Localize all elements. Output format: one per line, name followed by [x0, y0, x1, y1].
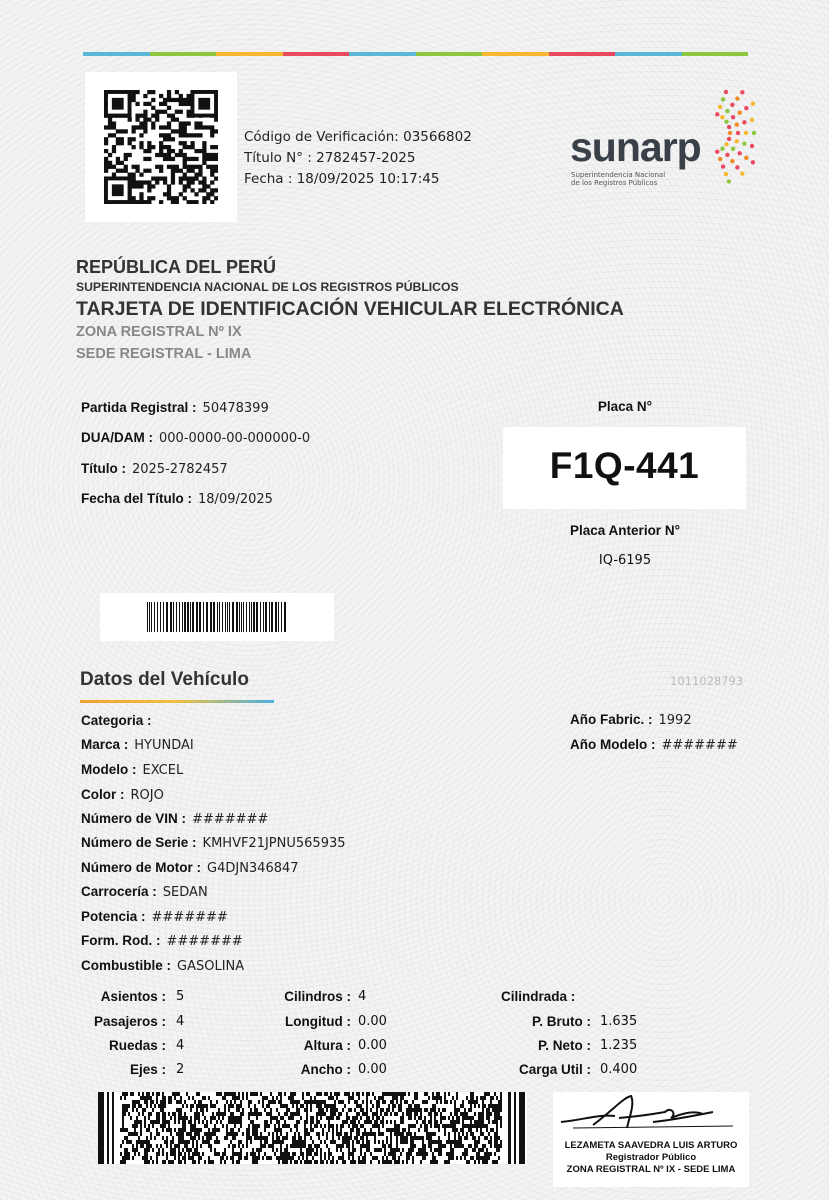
- ruedas-label: [60, 1038, 166, 1054]
- stripe-segment: [349, 52, 416, 56]
- handwritten-signature-icon: [553, 1092, 749, 1138]
- carroceria-value: SEDAN: [162, 885, 208, 900]
- longitud-value: 0.00: [358, 1014, 387, 1029]
- pbruto-value: 1.635: [600, 1014, 638, 1029]
- logo-subtitle-line2: de los Registros Públicos: [571, 179, 658, 187]
- document-title: TARJETA DE IDENTIFICACIÓN VEHICULAR ELECTRÓNICA: [76, 298, 624, 320]
- modelo-label: Modelo :: [81, 762, 137, 777]
- formrod-row: [81, 933, 243, 949]
- serie-label: Número de Serie :: [81, 835, 197, 850]
- formrod-value: #######: [166, 934, 243, 949]
- motor-row: [81, 860, 299, 876]
- barcode-pdf417-icon: [98, 1092, 527, 1164]
- signer-zone: ZONA REGISTRAL Nº IX - SEDE LIMA: [566, 1164, 736, 1175]
- placa-box: [503, 427, 746, 509]
- ejes-label: [60, 1062, 166, 1078]
- signer-role: Registrador Público: [605, 1152, 697, 1163]
- dua-label: DUA/DAM :: [81, 430, 153, 445]
- issue-date: Fecha : 18/09/2025 10:17:45: [244, 171, 440, 187]
- vin-row: [81, 811, 268, 827]
- serie-row: [81, 835, 346, 851]
- stripe-segment: [482, 52, 549, 56]
- dua-value: 000-0000-00-000000-0: [159, 431, 311, 446]
- vin-value: #######: [192, 812, 269, 827]
- stripe-segment: [150, 52, 217, 56]
- country-heading: REPÚBLICA DEL PERÚ: [76, 257, 277, 277]
- carroceria-row: [81, 884, 208, 900]
- titulo-label: Título :: [81, 461, 126, 476]
- modelo-value: EXCEL: [142, 763, 184, 778]
- dua-row: [81, 430, 310, 446]
- categoria-row: [81, 713, 158, 729]
- motor-value: G4DJN346847: [207, 861, 299, 876]
- marca-value: HYUNDAI: [134, 738, 194, 753]
- pneto-label-text: P. Neto :: [537, 1038, 591, 1053]
- agency-heading: SUPERINTENDENCIA NACIONAL DE LOS REGISTROS PÚBLICOS: [76, 280, 459, 294]
- stripe-segment: [615, 52, 682, 56]
- zona-registral: ZONA REGISTRAL Nº IX: [76, 324, 242, 340]
- barcode-small-icon: [147, 602, 287, 632]
- titulo-row: [81, 461, 228, 477]
- altura-label: [230, 1038, 351, 1054]
- header-color-stripe: [83, 52, 748, 56]
- carga-label-text: Carga Util :: [518, 1062, 591, 1077]
- logo-subtitle-line1: Superintendencia Nacional: [571, 171, 666, 179]
- sunarp-logo: [570, 88, 760, 198]
- vin-label: Número de VIN :: [81, 811, 187, 826]
- altura-label-text: Altura :: [303, 1038, 351, 1053]
- ejes-label-text: Ejes :: [129, 1062, 166, 1077]
- signer-info: [553, 1140, 749, 1176]
- ruedas-value: 4: [176, 1038, 185, 1053]
- placa-anterior-label: Placa Anterior N°: [570, 523, 680, 538]
- marca-row: [81, 737, 194, 753]
- qr-code: [85, 72, 237, 222]
- motor-label: Número de Motor :: [81, 860, 201, 875]
- combustible-label: Combustible :: [81, 958, 171, 973]
- stripe-segment: [682, 52, 749, 56]
- stripe-segment: [83, 52, 150, 56]
- titulo-value: 2025-2782457: [131, 462, 228, 477]
- verification-block: [244, 127, 472, 190]
- asientos-value: 5: [176, 989, 185, 1004]
- verification-code: Código de Verificación: 03566802: [244, 129, 472, 145]
- signature-block: [553, 1092, 749, 1187]
- pneto-value: 1.235: [600, 1038, 638, 1053]
- marca-label: Marca :: [81, 737, 129, 752]
- pasajeros-label: [60, 1014, 166, 1030]
- document-number: 1011028793: [670, 674, 744, 688]
- altura-value: 0.00: [358, 1038, 387, 1053]
- fecha-titulo-value: 18/09/2025: [198, 492, 273, 507]
- anio-fabric-label: Año Fabric. :: [570, 712, 653, 727]
- potencia-value: #######: [151, 910, 228, 925]
- partida-row: [81, 400, 269, 416]
- qr-code-icon: [104, 90, 218, 204]
- stripe-segment: [216, 52, 283, 56]
- anio-modelo-label: Año Modelo :: [570, 737, 656, 752]
- cilindros-label: [230, 989, 351, 1005]
- signer-name: LEZAMETA SAAVEDRA LUIS ARTURO: [564, 1140, 738, 1151]
- ruedas-label-text: Ruedas :: [108, 1038, 166, 1053]
- ejes-value: 2: [176, 1062, 185, 1077]
- pasajeros-label-text: Pasajeros :: [93, 1014, 166, 1029]
- asientos-label-text: Asientos :: [100, 989, 166, 1004]
- vehicle-section-title: Datos del Vehículo: [80, 669, 249, 690]
- placa-anterior-value: IQ-6195: [598, 553, 652, 568]
- color-row: [81, 787, 164, 803]
- formrod-label: Form. Rod. :: [81, 933, 161, 948]
- pneto-label: [480, 1038, 591, 1054]
- longitud-label-text: Longitud :: [285, 1014, 351, 1029]
- stripe-segment: [416, 52, 483, 56]
- potencia-label: Potencia :: [81, 909, 146, 924]
- anio-modelo-row: [570, 737, 738, 753]
- partida-value: 50478399: [202, 401, 269, 416]
- combustible-row: [81, 958, 244, 974]
- ancho-value: 0.00: [358, 1062, 387, 1077]
- longitud-label: [230, 1014, 351, 1030]
- cilindrada-label: Cilindrada :: [501, 989, 576, 1004]
- placa-label: Placa N°: [597, 399, 653, 414]
- carga-label: [480, 1062, 591, 1078]
- placa-number: F1Q-441: [549, 445, 700, 486]
- carroceria-label: Carrocería :: [81, 884, 157, 899]
- partida-label: Partida Registral :: [81, 400, 197, 415]
- ancho-label: [230, 1062, 351, 1078]
- color-label: Color :: [81, 787, 125, 802]
- fecha-titulo-row: [81, 491, 273, 507]
- cilindros-value: 4: [358, 989, 367, 1004]
- titulo-number: Título N° : 2782457-2025: [244, 150, 416, 166]
- fecha-titulo-label: Fecha del Título :: [81, 491, 193, 506]
- cilindros-label-text: Cilindros :: [284, 989, 351, 1004]
- stripe-segment: [283, 52, 350, 56]
- sede-registral: SEDE REGISTRAL - LIMA: [76, 346, 252, 362]
- asientos-label: [60, 989, 166, 1005]
- carga-value: 0.400: [600, 1062, 638, 1077]
- pbruto-label: [480, 1014, 591, 1030]
- pasajeros-value: 4: [176, 1014, 185, 1029]
- section-underline: [80, 700, 274, 703]
- serie-value: KMHVF21JPNU565935: [202, 836, 346, 851]
- cilindrada-row: [501, 989, 581, 1005]
- anio-fabric-value: 1992: [658, 713, 692, 728]
- combustible-value: GASOLINA: [177, 959, 245, 974]
- anio-modelo-value: #######: [661, 738, 738, 753]
- potencia-row: [81, 909, 228, 925]
- stripe-segment: [549, 52, 616, 56]
- pbruto-label-text: P. Bruto :: [531, 1014, 591, 1029]
- barcode-small: [100, 593, 334, 641]
- logo-subtitle: [571, 171, 665, 187]
- color-value: ROJO: [130, 788, 164, 803]
- logo-text: sunarp: [570, 124, 701, 170]
- anio-fabric-row: [570, 712, 692, 728]
- modelo-row: [81, 762, 183, 778]
- ancho-label-text: Ancho :: [300, 1062, 351, 1077]
- barcode-pdf417: [98, 1092, 527, 1164]
- categoria-label: Categoria :: [81, 713, 152, 728]
